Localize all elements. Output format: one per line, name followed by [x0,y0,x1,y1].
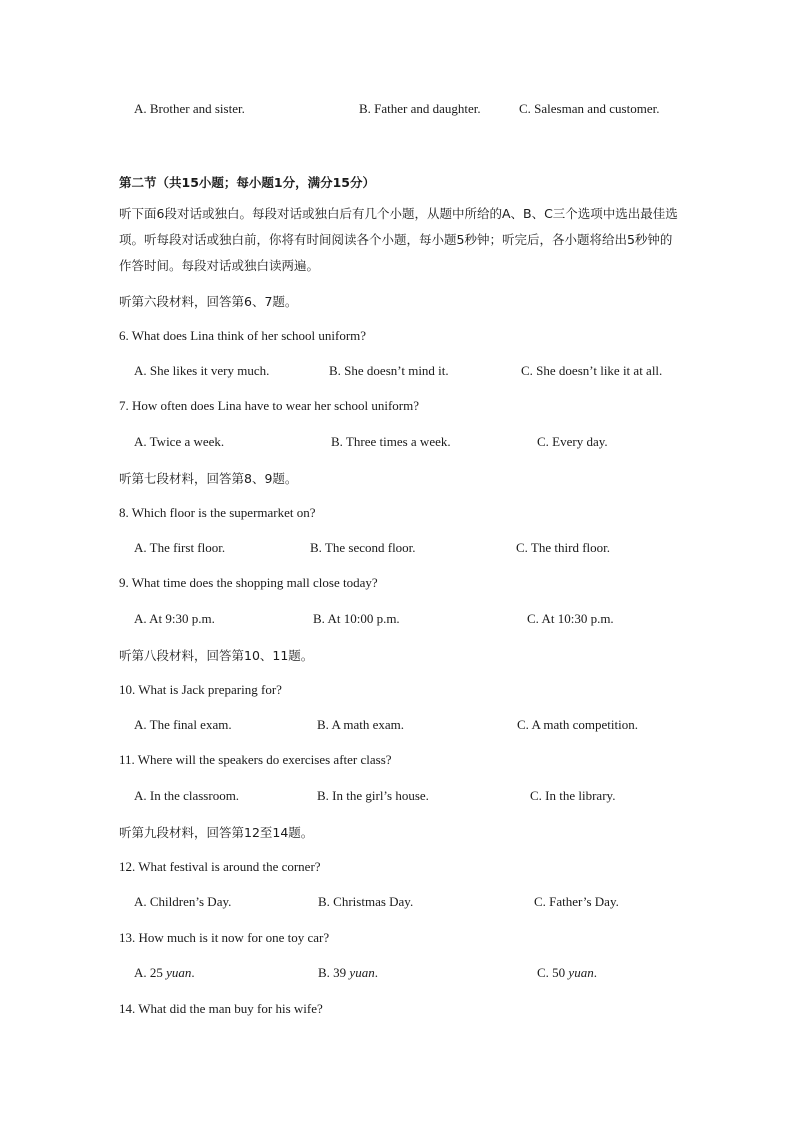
q12-option-b[interactable]: B. Christmas Day. [318,894,414,909]
q12-option-c[interactable]: C. Father’s Day. [534,894,619,909]
q5-option-b[interactable]: B. Father and daughter. [359,101,481,116]
question-7-stem: 7. How often does Lina have to wear her school uniform? [119,398,419,413]
question-8-stem: 8. Which floor is the supermarket on? [119,505,316,520]
section-instructions: 听下面6段对话或独白。每段对话或独白后有几个小题，从题中所给的A、B、C三个选项中选出最佳选项。听每段对话或独白前，你将有时间阅读各个小题，每小题5秒钟；听完后，各小题将给出5秒钟的作答时间。每段对话或独白读两遍。 [119,206,678,273]
question-14-stem: 14. What did the man buy for his wife? [119,1001,323,1016]
q10-option-a[interactable]: A. The final exam. [134,717,232,732]
q12-option-a[interactable]: A. Children’s Day. [134,894,232,909]
q6-option-b[interactable]: B. She doesn’t mind it. [329,363,449,378]
q6-option-a[interactable]: A. She likes it very much. [134,363,270,378]
option-punct: . [593,965,597,980]
q8-option-b[interactable]: B. The second floor. [310,540,416,555]
question-13-stem: 13. How much is it now for one toy car? [119,930,330,945]
q11-option-b[interactable]: B. In the girl’s house. [317,788,429,803]
q10-option-b[interactable]: B. A math exam. [317,717,405,732]
q7-option-a[interactable]: A. Twice a week. [134,434,225,449]
option-text: A. 25 [134,965,167,980]
q9-option-c[interactable]: C. At 10:30 p.m. [527,611,614,626]
group-heading-6: 听第六段材料，回答第6、7题。 [119,294,298,309]
question-9-stem: 9. What time does the shopping mall close today? [119,575,378,590]
option-text: B. 39 [318,965,350,980]
q10-option-c[interactable]: C. A math competition. [517,717,638,732]
question-10-stem: 10. What is Jack preparing for? [119,682,282,697]
q11-option-a[interactable]: A. In the classroom. [134,788,240,803]
group-heading-8: 听第八段材料，回答第10、11题。 [119,648,314,663]
option-punct: . [374,965,378,980]
q9-option-b[interactable]: B. At 10:00 p.m. [313,611,400,626]
q11-option-c[interactable]: C. In the library. [530,788,616,803]
q7-option-b[interactable]: B. Three times a week. [331,434,451,449]
question-12-stem: 12. What festival is around the corner? [119,859,321,874]
q13-option-b[interactable] [318,965,378,981]
question-6-stem: 6. What does Lina think of her school uniform? [119,328,367,343]
q13-option-c[interactable] [537,965,597,981]
q9-option-a[interactable]: A. At 9:30 p.m. [134,611,215,626]
option-text: C. 50 [537,965,569,980]
q8-option-c[interactable]: C. The third floor. [516,540,611,555]
currency-unit: yuan [166,965,192,980]
option-punct: . [191,965,195,980]
group-heading-7: 听第七段材料，回答第8、9题。 [119,471,298,486]
q6-option-c[interactable]: C. She doesn’t like it at all. [521,363,663,378]
currency-unit: yuan [349,965,375,980]
q7-option-c[interactable]: C. Every day. [537,434,608,449]
q5-option-a[interactable]: A. Brother and sister. [134,101,245,116]
q5-option-c[interactable]: C. Salesman and customer. [519,101,660,116]
question-11-stem: 11. Where will the speakers do exercises after class? [119,752,392,767]
section-title: 第二节（共15小题；每小题1分，满分15分） [119,175,375,190]
currency-unit: yuan [568,965,594,980]
group-heading-9: 听第九段材料，回答第12至14题。 [119,825,314,840]
q13-option-a[interactable] [134,965,195,981]
q8-option-a[interactable]: A. The first floor. [134,540,226,555]
